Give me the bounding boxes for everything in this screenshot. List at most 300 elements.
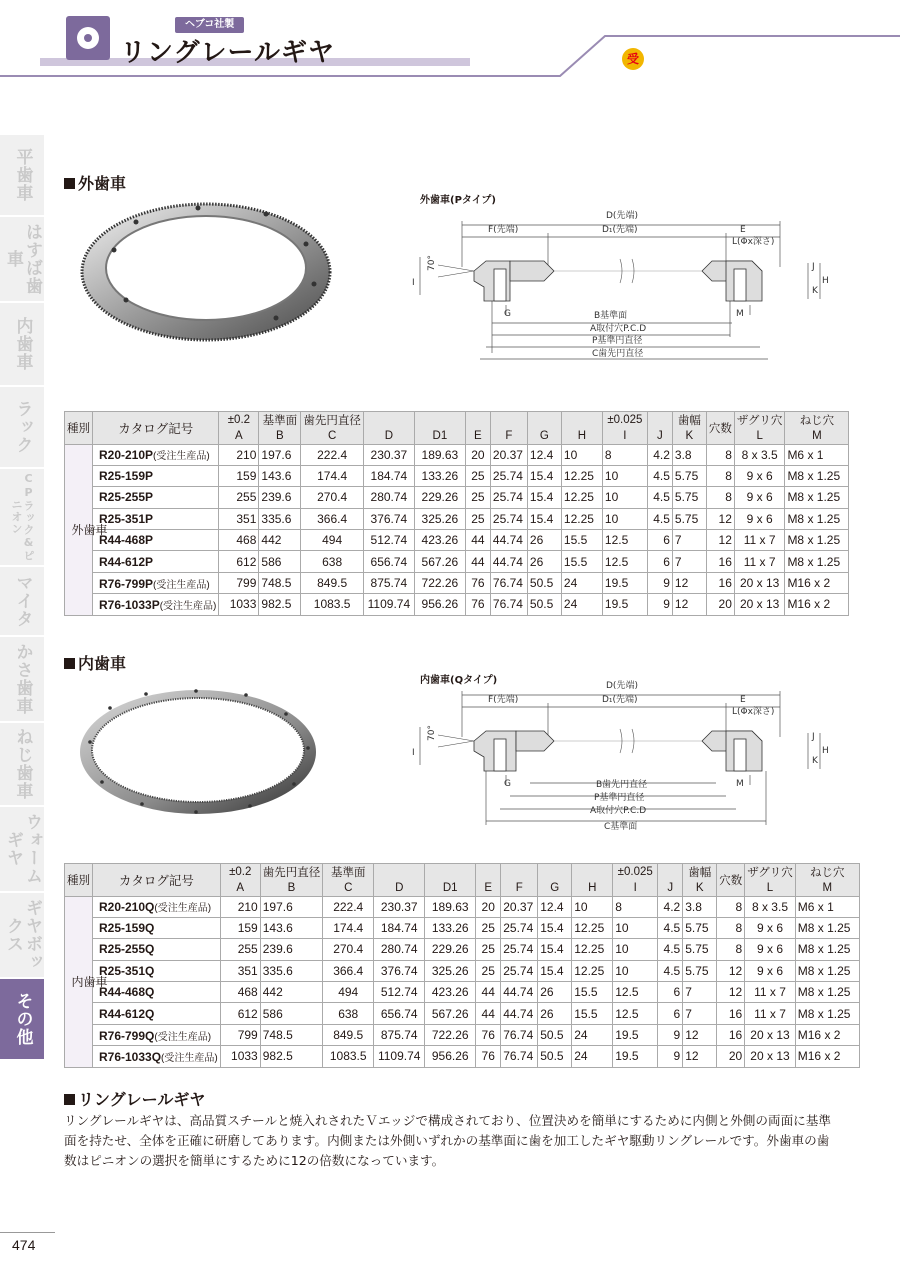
category-sidebar	[0, 135, 44, 1061]
cell-g: 12.4	[538, 896, 572, 917]
cell-d: 656.74	[374, 1003, 425, 1024]
cell-holes: 20	[717, 1046, 745, 1067]
internal-drawing-title: 内歯車(Qタイプ)	[420, 675, 498, 686]
catalog-number: R25-351P	[93, 508, 219, 529]
side-tab-internal-gear[interactable]: 内歯車	[0, 303, 44, 387]
svg-text:J: J	[812, 262, 815, 272]
table-row	[65, 508, 849, 529]
cell-holes: 8	[717, 896, 745, 917]
side-tab-other[interactable]: その他	[0, 979, 44, 1061]
cell-k: 5.75	[672, 508, 706, 529]
cell-c: 638	[301, 551, 364, 572]
cell-k: 3.8	[672, 444, 706, 465]
cell-h: 24	[561, 572, 602, 593]
cell-d1: 567.26	[414, 551, 465, 572]
internal-gear-drawing	[410, 675, 840, 835]
made-to-order-logo: 受	[622, 48, 644, 70]
svg-text:70°: 70°	[427, 725, 437, 741]
cell-d1: 229.26	[414, 487, 465, 508]
cell-holes: 8	[706, 444, 734, 465]
cell-b: 442	[260, 982, 323, 1003]
cell-f: 25.74	[501, 960, 538, 981]
cell-b: 982.5	[259, 594, 301, 615]
cell-a: 799	[219, 572, 259, 593]
internal-gear-photo	[76, 686, 321, 821]
cell-i: 10	[602, 465, 647, 486]
cell-c: 270.4	[323, 939, 374, 960]
cell-h: 24	[561, 594, 602, 615]
cell-f: 25.74	[501, 939, 538, 960]
cell-l: 9 x 6	[745, 960, 796, 981]
cell-c: 366.4	[301, 508, 364, 529]
table-row	[65, 1003, 860, 1024]
catalog-number: R25-255P	[93, 487, 219, 508]
cell-a: 612	[220, 1003, 260, 1024]
cell-j: 4.5	[647, 508, 672, 529]
svg-text:A取付穴P.C.D: A取付穴P.C.D	[590, 806, 647, 816]
cell-i: 19.5	[613, 1046, 658, 1067]
cell-k: 5.75	[683, 917, 717, 938]
svg-text:L(Φx深さ): L(Φx深さ)	[732, 707, 775, 717]
cell-g: 15.4	[527, 508, 561, 529]
cell-d: 1109.74	[374, 1046, 425, 1067]
catalog-number: R44-612Q	[93, 1003, 221, 1024]
cell-k: 7	[672, 551, 706, 572]
manufacturer-badge: ヘブコ社製	[175, 17, 244, 33]
cell-k: 12	[672, 572, 706, 593]
cell-d: 875.74	[363, 572, 414, 593]
table-row	[65, 960, 860, 981]
cell-g: 50.5	[527, 572, 561, 593]
cell-m: M16 x 2	[795, 1024, 859, 1045]
cell-m: M8 x 1.25	[795, 960, 859, 981]
external-gear-spec-table: 種別 カタログ記号 ±0.2 基準面 歯先円直径 ±0.025 歯幅 穴数 ザグリ穴 ねじ穴 A B C D D1 E F G H I J K L M 外歯車 R20-210P(受注生産品) 210 197.6 222.4 230.37 189.63 20 20.37 12.4 10 8 4.2 3.8 8 8 x 3.5 M6 x 1 R25-159P 159 143.6 174.4 184.74 133.26 25 25.74 15.4 12.25 10 4.5 5.75 8 9 x 6 M8 x 1.25 R25-255P 255 239.6 270.4 280.74 229.26 25 25.74 15.4 12.25 10 4.5 5.75 8 9 x 6 M8 x 1.25 R25-351P 351 335.6 366.4 376.74 325.26 25 25.74 15.4 12.25 10 4.5 5.75 12 9 x 6 M8 x 1.25 R44-468P 468 442 494 512.74 423.26 44 44.74 26 15.5 12.5 6 7 12 11 x 7 M8 x 1.25 R44-612P 612 586 638 656.74 567.26 44 44.74 26 15.5 12.5 6 7 16 11 x 7 M8 x 1.25 R76-799P(受注生産品) 799 748.5 849.5 875.74 722.26 76 76.74 50.5 24 19.5 9 12 16 20 x 13 M16 x 2 R76-1033P(受注生産品) 1033 982.5 1083.5 1109.74 956.26 76 76.74 50.5 24 19.5 9 12 20 20 x 13 M16 x 2	[64, 411, 849, 616]
cell-j: 9	[647, 594, 672, 615]
cell-c: 1083.5	[301, 594, 364, 615]
cell-d1: 325.26	[425, 960, 476, 981]
group-label: 内歯車	[65, 896, 93, 1067]
side-tab-rack[interactable]: ラック	[0, 387, 44, 469]
cell-l: 11 x 7	[745, 1003, 796, 1024]
side-tab-miter[interactable]: マイタ	[0, 567, 44, 637]
cell-m: M16 x 2	[795, 1046, 859, 1067]
side-tab-bevel-gear[interactable]: かさ歯車	[0, 637, 44, 723]
category-icon	[66, 16, 110, 60]
svg-text:H: H	[822, 746, 829, 756]
cell-j: 6	[647, 551, 672, 572]
cell-k: 5.75	[683, 939, 717, 960]
cell-e: 76	[465, 572, 490, 593]
cell-i: 19.5	[613, 1024, 658, 1045]
cell-g: 26	[538, 1003, 572, 1024]
svg-text:C歯先円直径: C歯先円直径	[592, 349, 644, 359]
cell-l: 20 x 13	[734, 572, 785, 593]
cell-h: 12.25	[572, 939, 613, 960]
table-row	[65, 530, 849, 551]
cell-f: 25.74	[490, 487, 527, 508]
cell-e: 25	[476, 917, 501, 938]
cell-h: 15.5	[572, 1003, 613, 1024]
cell-b: 982.5	[260, 1046, 323, 1067]
table-row	[65, 594, 849, 615]
cell-d: 376.74	[374, 960, 425, 981]
table-row	[65, 896, 860, 917]
cell-i: 19.5	[602, 594, 647, 615]
svg-text:C基準面: C基準面	[604, 822, 638, 832]
catalog-number: R25-351Q	[93, 960, 221, 981]
cell-b: 748.5	[259, 572, 301, 593]
cell-holes: 16	[706, 572, 734, 593]
cell-a: 159	[219, 465, 259, 486]
catalog-number: R76-799Q(受注生産品)	[93, 1024, 221, 1045]
cell-i: 10	[613, 960, 658, 981]
cell-e: 20	[476, 896, 501, 917]
cell-a: 255	[219, 487, 259, 508]
cell-h: 12.25	[572, 960, 613, 981]
cell-m: M8 x 1.25	[785, 551, 849, 572]
cell-m: M8 x 1.25	[795, 939, 859, 960]
cell-h: 15.5	[561, 551, 602, 572]
svg-text:P基準円直径: P基準円直径	[592, 336, 643, 346]
cell-d1: 722.26	[414, 572, 465, 593]
cell-holes: 8	[717, 917, 745, 938]
cell-l: 20 x 13	[734, 594, 785, 615]
col-catalog: カタログ記号	[93, 864, 221, 897]
page-number: 474	[12, 1237, 36, 1253]
cell-a: 351	[220, 960, 260, 981]
table-row	[65, 917, 860, 938]
cell-e: 76	[476, 1046, 501, 1067]
cell-k: 5.75	[683, 960, 717, 981]
svg-text:I: I	[412, 748, 415, 758]
cell-k: 12	[672, 594, 706, 615]
cell-holes: 20	[706, 594, 734, 615]
cell-g: 15.4	[527, 465, 561, 486]
cell-e: 25	[465, 487, 490, 508]
cell-b: 239.6	[259, 487, 301, 508]
cell-b: 143.6	[259, 465, 301, 486]
cell-e: 20	[465, 444, 490, 465]
catalog-number: R44-612P	[93, 551, 219, 572]
cell-a: 159	[220, 917, 260, 938]
svg-text:D₁(先端): D₁(先端)	[602, 225, 638, 235]
cell-h: 24	[572, 1046, 613, 1067]
cell-j: 4.5	[647, 487, 672, 508]
cell-b: 748.5	[260, 1024, 323, 1045]
external-gear-heading: 外歯車	[64, 171, 126, 194]
cell-f: 76.74	[490, 594, 527, 615]
cell-d1: 325.26	[414, 508, 465, 529]
col-holes: 穴数	[717, 864, 745, 897]
cell-m: M6 x 1	[785, 444, 849, 465]
cell-l: 20 x 13	[745, 1024, 796, 1045]
cell-f: 44.74	[501, 1003, 538, 1024]
cell-f: 25.74	[501, 917, 538, 938]
cell-c: 174.4	[301, 465, 364, 486]
table-row	[65, 444, 849, 465]
internal-gear-heading: 内歯車	[64, 651, 126, 674]
cell-m: M8 x 1.25	[795, 1003, 859, 1024]
table-row	[65, 487, 849, 508]
cell-holes: 12	[706, 508, 734, 529]
cell-e: 25	[465, 465, 490, 486]
cell-a: 1033	[219, 594, 259, 615]
cell-b: 335.6	[259, 508, 301, 529]
cell-j: 9	[658, 1024, 683, 1045]
cell-f: 76.74	[490, 572, 527, 593]
cell-j: 4.5	[647, 465, 672, 486]
cell-k: 3.8	[683, 896, 717, 917]
col-kind: 種別	[65, 864, 93, 897]
cell-j: 9	[658, 1046, 683, 1067]
cell-a: 255	[220, 939, 260, 960]
page-number-rule	[0, 1232, 55, 1233]
cell-holes: 16	[717, 1003, 745, 1024]
cell-d1: 423.26	[425, 982, 476, 1003]
cell-f: 76.74	[501, 1046, 538, 1067]
cell-holes: 16	[717, 1024, 745, 1045]
cell-g: 26	[527, 551, 561, 572]
cell-e: 25	[465, 508, 490, 529]
cell-b: 335.6	[260, 960, 323, 981]
cell-b: 197.6	[259, 444, 301, 465]
svg-text:M: M	[736, 779, 744, 789]
side-tab-worm-gear[interactable]: ウォームギヤ	[0, 807, 44, 893]
cell-e: 44	[476, 1003, 501, 1024]
cell-i: 10	[613, 917, 658, 938]
cell-c: 366.4	[323, 960, 374, 981]
svg-text:F(先端): F(先端)	[488, 225, 519, 235]
cell-h: 12.25	[561, 465, 602, 486]
cell-d: 512.74	[363, 530, 414, 551]
cell-d1: 229.26	[425, 939, 476, 960]
cell-k: 12	[683, 1046, 717, 1067]
cell-g: 12.4	[527, 444, 561, 465]
external-gear-drawing	[410, 205, 840, 365]
col-holes: 穴数	[706, 412, 734, 445]
cell-j: 6	[647, 530, 672, 551]
cell-a: 612	[219, 551, 259, 572]
cell-holes: 12	[717, 982, 745, 1003]
cell-e: 76	[465, 594, 490, 615]
cell-e: 25	[476, 960, 501, 981]
svg-text:D₁(先端): D₁(先端)	[602, 695, 638, 705]
cell-l: 9 x 6	[734, 487, 785, 508]
cell-d1: 133.26	[425, 917, 476, 938]
cell-b: 586	[260, 1003, 323, 1024]
svg-text:H: H	[822, 276, 829, 286]
cell-a: 468	[220, 982, 260, 1003]
cell-d1: 189.63	[414, 444, 465, 465]
catalog-number: R76-799P(受注生産品)	[93, 572, 219, 593]
svg-text:G: G	[504, 779, 511, 789]
cell-d: 376.74	[363, 508, 414, 529]
cell-k: 7	[672, 530, 706, 551]
cell-m: M16 x 2	[785, 594, 849, 615]
cell-holes: 12	[706, 530, 734, 551]
catalog-number: R76-1033Q(受注生産品)	[93, 1046, 221, 1067]
svg-text:F(先端): F(先端)	[488, 695, 519, 705]
cell-i: 12.5	[613, 1003, 658, 1024]
cell-c: 174.4	[323, 917, 374, 938]
cell-f: 20.37	[490, 444, 527, 465]
cell-c: 1083.5	[323, 1046, 374, 1067]
cell-h: 24	[572, 1024, 613, 1045]
cell-g: 26	[538, 982, 572, 1003]
cell-i: 10	[602, 508, 647, 529]
cell-g: 15.4	[538, 960, 572, 981]
cell-j: 4.5	[658, 939, 683, 960]
catalog-number: R76-1033P(受注生産品)	[93, 594, 219, 615]
side-tab-spur-gear[interactable]: 平歯車	[0, 135, 44, 217]
cell-l: 9 x 6	[745, 939, 796, 960]
svg-text:P基準円直径: P基準円直径	[594, 793, 645, 803]
cell-k: 5.75	[672, 465, 706, 486]
cell-f: 44.74	[490, 530, 527, 551]
cell-d: 230.37	[374, 896, 425, 917]
cell-d1: 133.26	[414, 465, 465, 486]
svg-text:K: K	[812, 756, 818, 766]
side-tab-helical-gear[interactable]: はすば歯車	[0, 217, 44, 303]
cell-g: 50.5	[538, 1046, 572, 1067]
catalog-number: R25-159Q	[93, 917, 221, 938]
cell-d: 875.74	[374, 1024, 425, 1045]
cell-l: 8 x 3.5	[734, 444, 785, 465]
table-row	[65, 1046, 860, 1067]
side-tab-cp-rack[interactable]: CPラック&ピニオン	[0, 469, 44, 567]
col-catalog: カタログ記号	[93, 412, 219, 445]
cell-m: M16 x 2	[785, 572, 849, 593]
cell-c: 849.5	[301, 572, 364, 593]
cell-j: 4.2	[647, 444, 672, 465]
catalog-number: R20-210P(受注生産品)	[93, 444, 219, 465]
catalog-number: R44-468Q	[93, 982, 221, 1003]
cell-f: 44.74	[490, 551, 527, 572]
cell-c: 638	[323, 1003, 374, 1024]
cell-c: 494	[301, 530, 364, 551]
cell-g: 26	[527, 530, 561, 551]
svg-text:B基準面: B基準面	[594, 311, 628, 321]
cell-c: 222.4	[301, 444, 364, 465]
catalog-number: R20-210Q(受注生産品)	[93, 896, 221, 917]
cell-holes: 16	[706, 551, 734, 572]
cell-b: 239.6	[260, 939, 323, 960]
cell-d1: 722.26	[425, 1024, 476, 1045]
cell-a: 1033	[220, 1046, 260, 1067]
cell-l: 9 x 6	[734, 465, 785, 486]
cell-m: M6 x 1	[795, 896, 859, 917]
cell-l: 11 x 7	[745, 982, 796, 1003]
cell-m: M8 x 1.25	[785, 508, 849, 529]
cell-e: 44	[476, 982, 501, 1003]
table-row	[65, 1024, 860, 1045]
cell-g: 15.4	[538, 917, 572, 938]
cell-holes: 8	[706, 487, 734, 508]
cell-j: 6	[658, 982, 683, 1003]
svg-text:K: K	[812, 286, 818, 296]
cell-l: 9 x 6	[734, 508, 785, 529]
cell-h: 12.25	[561, 508, 602, 529]
svg-text:I: I	[412, 278, 415, 288]
cell-c: 849.5	[323, 1024, 374, 1045]
table-row	[65, 572, 849, 593]
cell-h: 10	[572, 896, 613, 917]
cell-j: 4.2	[658, 896, 683, 917]
cell-g: 50.5	[527, 594, 561, 615]
cell-k: 5.75	[672, 487, 706, 508]
cell-l: 11 x 7	[734, 551, 785, 572]
cell-d1: 567.26	[425, 1003, 476, 1024]
cell-a: 210	[220, 896, 260, 917]
group-label: 外歯車	[65, 444, 93, 615]
cell-c: 222.4	[323, 896, 374, 917]
cell-l: 20 x 13	[745, 1046, 796, 1067]
side-tab-screw-gear[interactable]: ねじ歯車	[0, 723, 44, 807]
table-row	[65, 939, 860, 960]
cell-f: 76.74	[501, 1024, 538, 1045]
svg-text:70°: 70°	[427, 255, 437, 271]
cell-d: 1109.74	[363, 594, 414, 615]
svg-text:L(Φx深さ): L(Φx深さ)	[732, 237, 775, 247]
cell-d1: 423.26	[414, 530, 465, 551]
cell-k: 12	[683, 1024, 717, 1045]
cell-l: 9 x 6	[745, 917, 796, 938]
svg-text:E: E	[740, 695, 746, 705]
cell-d: 280.74	[363, 487, 414, 508]
svg-text:D(先端): D(先端)	[606, 681, 638, 691]
cell-d: 656.74	[363, 551, 414, 572]
cell-i: 12.5	[602, 530, 647, 551]
external-drawing-title: 外歯車(Pタイプ)	[420, 195, 496, 206]
cell-b: 442	[259, 530, 301, 551]
description-text: リングレールギヤは、高品質スチールと焼入れされたＶエッジで構成されており、位置決めを簡単にするために内側と外側の両面に基準面を持たせ、全体を正確に研磨してあります。内側または外側いずれかの基準面に歯を加工したギヤ駆動リングレールです。外歯車の歯数はピニオンの選択を簡単にするために12の倍数になっています。	[64, 1113, 831, 1168]
cell-holes: 12	[717, 960, 745, 981]
cell-m: M8 x 1.25	[785, 487, 849, 508]
cell-h: 10	[561, 444, 602, 465]
cell-j: 9	[647, 572, 672, 593]
cell-f: 44.74	[501, 982, 538, 1003]
svg-text:A取付穴P.C.D: A取付穴P.C.D	[590, 324, 647, 334]
cell-a: 351	[219, 508, 259, 529]
cell-d: 184.74	[363, 465, 414, 486]
cell-b: 143.6	[260, 917, 323, 938]
cell-d1: 956.26	[414, 594, 465, 615]
svg-text:G: G	[504, 309, 511, 319]
cell-i: 19.5	[602, 572, 647, 593]
svg-text:J: J	[812, 732, 815, 742]
table-row	[65, 982, 860, 1003]
cell-holes: 8	[717, 939, 745, 960]
cell-e: 44	[465, 551, 490, 572]
internal-gear-spec-table: 種別 カタログ記号 ±0.2 歯先円直径 基準面 ±0.025 歯幅 穴数 ザグリ穴 ねじ穴 A B C D D1 E F G H I J K L M 内歯車 R20-210Q(受注生産品) 210 197.6 222.4 230.37 189.63 20 20.37 12.4 10 8 4.2 3.8 8 8 x 3.5 M6 x 1 R25-159Q 159 143.6 174.4 184.74 133.26 25 25.74 15.4 12.25 10 4.5 5.75 8 9 x 6 M8 x 1.25 R25-255Q 255 239.6 270.4 280.74 229.26 25 25.74 15.4 12.25 10 4.5 5.75 8 9 x 6 M8 x 1.25 R25-351Q 351 335.6 366.4 376.74 325.26 25 25.74 15.4 12.25 10 4.5 5.75 12 9 x 6 M8 x 1.25 R44-468Q 468 442 494 512.74 423.26 44 44.74 26 15.5 12.5 6 7 12 11 x 7 M8 x 1.25 R44-612Q 612 586 638 656.74 567.26 44 44.74 26 15.5 12.5 6 7 16 11 x 7 M8 x 1.25 R76-799Q(受注生産品) 799 748.5 849.5 875.74 722.26 76 76.74 50.5 24 19.5 9 12 16 20 x 13 M16 x 2 R76-1033Q(受注生産品) 1033 982.5 1083.5 1109.74 956.26 76 76.74 50.5 24 19.5 9 12 20 20 x 13 M16 x 2	[64, 863, 860, 1068]
cell-d1: 189.63	[425, 896, 476, 917]
svg-text:M: M	[736, 309, 744, 319]
cell-k: 7	[683, 1003, 717, 1024]
cell-m: M8 x 1.25	[795, 917, 859, 938]
cell-k: 7	[683, 982, 717, 1003]
cell-b: 197.6	[260, 896, 323, 917]
cell-l: 8 x 3.5	[745, 896, 796, 917]
cell-d: 512.74	[374, 982, 425, 1003]
cell-d: 280.74	[374, 939, 425, 960]
cell-holes: 8	[706, 465, 734, 486]
cell-b: 586	[259, 551, 301, 572]
cell-i: 8	[613, 896, 658, 917]
cell-f: 25.74	[490, 465, 527, 486]
cell-h: 15.5	[561, 530, 602, 551]
description-heading: リングレールギヤ	[64, 1087, 205, 1110]
side-tab-gearbox[interactable]: ギヤボックス	[0, 893, 44, 979]
